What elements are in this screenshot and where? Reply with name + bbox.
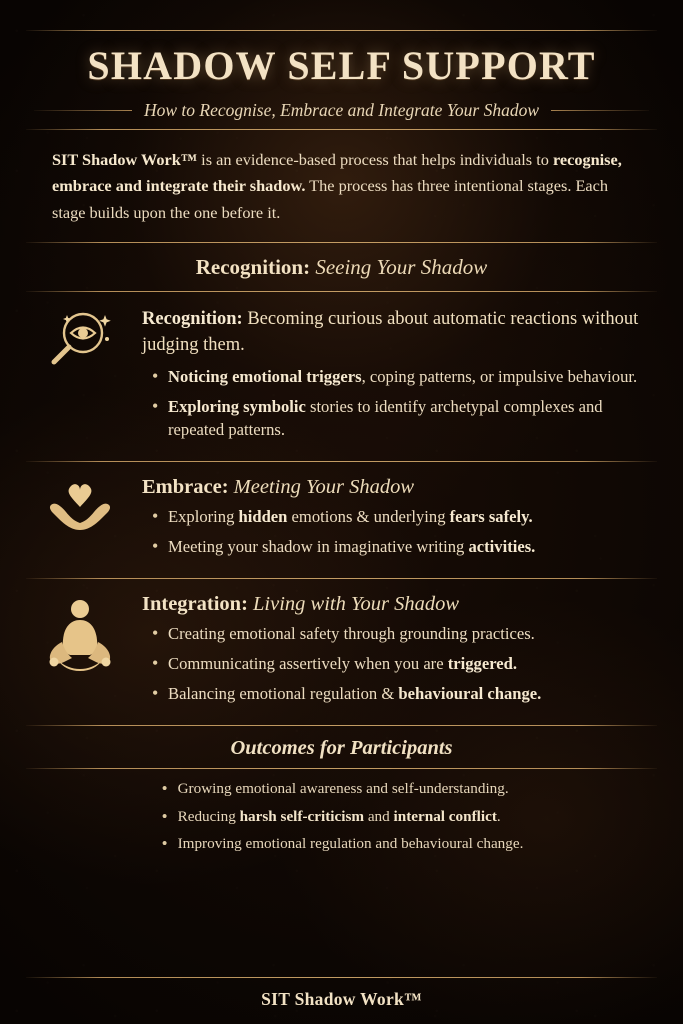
footer-brand: SIT Shadow Work™ — [261, 989, 422, 1009]
bullet-text: Creating emotional safety through grounding practices. — [168, 624, 535, 644]
outcomes-heading: Outcomes for Participants — [230, 736, 453, 759]
bullet-bold: fears safely. — [449, 507, 533, 527]
list-item — [148, 682, 643, 706]
outcomes-list — [26, 769, 657, 873]
stage-title-bold: Embrace: — [142, 476, 229, 499]
list-item — [148, 652, 643, 676]
intro-bold-2: recognise, embrace and integrate their shadow. — [52, 150, 622, 196]
bullet-text: , coping patterns, or impulsive behaviour. — [361, 366, 638, 386]
list-item — [148, 505, 643, 529]
bullet-text: emotions & underlying — [287, 507, 450, 527]
bullet-bold: Noticing emotional triggers — [168, 366, 362, 386]
stage-body-embrace — [142, 475, 643, 565]
icon-cell-embrace — [32, 475, 128, 537]
section-heading-bold: Recognition: — [195, 255, 311, 280]
bullet-list-embrace — [142, 505, 643, 559]
stage-title-integration — [142, 593, 643, 616]
subtitle-rule-right — [551, 110, 649, 111]
outcome-bold: harsh self-criticism — [239, 807, 365, 825]
stage-lead-label: Recognition: — [142, 309, 243, 330]
stage-body-integration — [142, 592, 643, 712]
stage-body-recognition — [142, 305, 643, 448]
page-title: SHADOW SELF SUPPORT — [87, 43, 596, 88]
bottom-spacer — [26, 873, 657, 977]
bullet-text: Meeting your shadow in imaginative writing — [168, 537, 469, 557]
subtitle-rule-left — [34, 110, 132, 111]
bullet-list-recognition — [142, 365, 643, 443]
list-item — [160, 806, 524, 829]
intro-paragraph — [26, 130, 657, 242]
outcome-text: Reducing — [177, 807, 240, 825]
title-block — [26, 31, 657, 129]
stage-recognition — [26, 292, 657, 461]
bullet-text: Exploring — [168, 507, 239, 527]
bullet-bold: behavioural change. — [398, 683, 542, 703]
stage-title-embrace — [142, 476, 643, 499]
bullet-bold: hidden — [238, 507, 288, 527]
list-item — [160, 778, 524, 801]
subtitle-row — [26, 100, 657, 123]
icon-cell-integration — [32, 592, 128, 676]
intro-lead: SIT Shadow Work™ — [52, 150, 198, 169]
bullet-text: Balancing emotional regulation & — [168, 683, 399, 703]
intro-text-3: The process has three intentional stages. Each stage builds upon the one before it. — [52, 176, 609, 222]
stage-embrace — [26, 462, 657, 578]
bullet-text: Communicating assertively when you are — [168, 654, 448, 674]
bullet-text: stories to identify archetypal complexes and repeated patterns. — [168, 396, 603, 440]
section-heading-italic: Seeing Your Shadow — [315, 255, 488, 280]
intro-text-1: is an evidence-based process that helps individuals to — [197, 150, 553, 169]
stage-integration — [26, 579, 657, 725]
list-item — [148, 622, 643, 646]
stage-lead-recognition — [142, 306, 643, 359]
icon-cell-recognition — [32, 305, 128, 369]
bullet-bold: activities. — [468, 537, 536, 557]
outcome-text: . — [496, 807, 501, 825]
bullet-bold: Exploring symbolic — [168, 396, 306, 416]
section-heading — [26, 243, 657, 291]
list-item — [148, 395, 643, 443]
bullet-bold: triggered. — [447, 654, 518, 674]
outcome-text: Growing emotional awareness and self-understanding. — [177, 779, 509, 797]
meditating-figure-icon — [40, 596, 120, 676]
outcome-bold: internal conflict — [393, 807, 497, 825]
outcome-text: and — [364, 807, 394, 825]
stage-lead-text: Becoming curious about automatic reactions without judging them. — [142, 309, 639, 356]
stage-title-italic: Meeting Your Shadow — [233, 476, 414, 499]
magnifier-eye-icon — [43, 309, 117, 369]
page-subtitle: How to Recognise, Embrace and Integrate Your Shadow — [144, 100, 540, 120]
outcome-text: Improving emotional regulation and behavioural change. — [177, 835, 524, 853]
hands-heart-icon — [41, 479, 119, 537]
list-item — [160, 833, 524, 856]
list-item — [148, 365, 643, 389]
stage-title-italic: Living with Your Shadow — [253, 593, 460, 616]
bullet-list-integration — [142, 622, 643, 706]
list-item — [148, 535, 643, 559]
stage-title-bold: Integration: — [142, 593, 248, 616]
